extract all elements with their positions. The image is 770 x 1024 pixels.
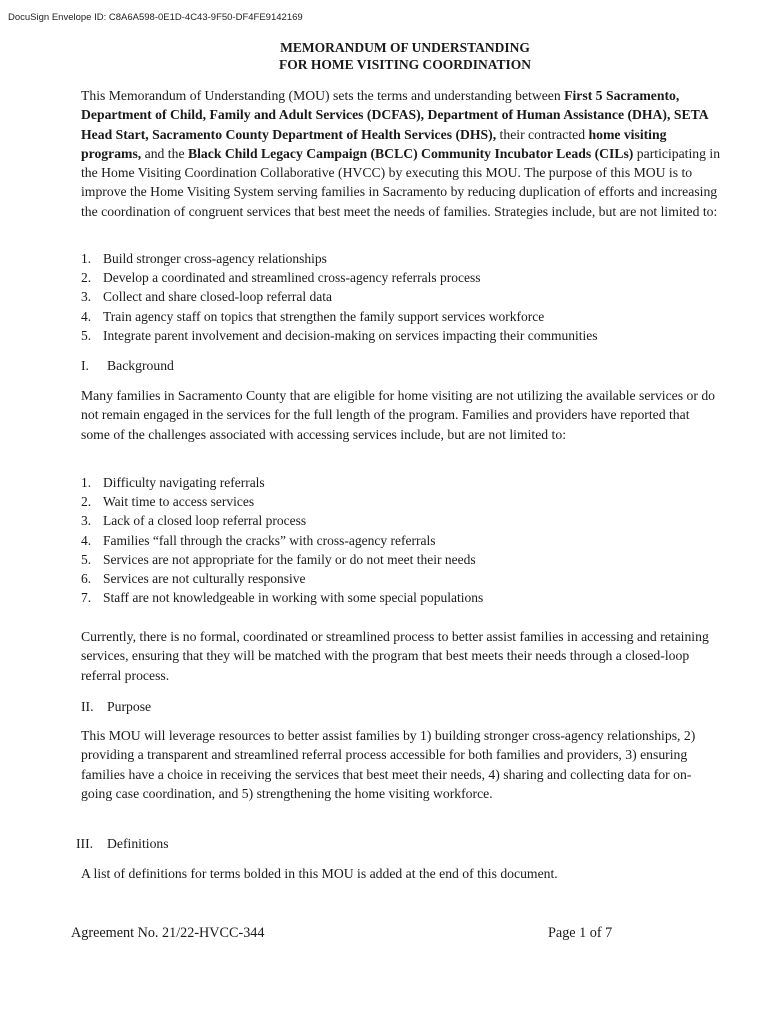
list-item: 4. Train agency staff on topics that strengthen the family support services workforce: [81, 308, 545, 324]
list-item: 2. Wait time to access services: [81, 494, 255, 510]
list-item: 7. Staff are not knowledgeable in working with some special populations: [81, 590, 484, 606]
intro-text-4: participating in the Home Visiting Coordination Collaborative (HVCC) by executing this MOU. The purpose of this MOU is to improve the Home Visiting System serving families in Sacramento by reducing duplication of efforts and increasing the coordination of congruent services that best meet the needs of families. Strategies include, but are not limited to:: [81, 145, 721, 219]
list-item: 5. Services are not appropriate for the family or do not meet their needs: [81, 551, 476, 567]
intro-home-visiting-programs: home visiting programs,: [81, 126, 667, 161]
section-heading-definitions: III. Definitions: [76, 836, 169, 851]
strategies-list: [81, 249, 721, 345]
definitions-paragraph: A list of definitions for terms bolded in this MOU is added at the end of this document.: [81, 866, 558, 881]
title-line-2: FOR HOME VISITING COORDINATION: [279, 57, 531, 72]
purpose-paragraph: This MOU will leverage resources to better assist families by 1) building stronger cross-agency relationships, 2) providing a transparent and streamlined referral process accessible for both families and providers, 3) ensuring families have a choice in receiving the services that best meet their needs, 4) sharing and collecting data for on-going case coordination, and 5) strengthening the home visiting workforce.: [81, 728, 696, 801]
intro-paragraph: [81, 86, 721, 221]
list-item: 1. Difficulty navigating referrals: [81, 475, 265, 490]
intro-bclc: Black Child Legacy Campaign (BCLC) Community Incubator Leads (CILs): [187, 145, 634, 161]
title-line-1: MEMORANDUM OF UNDERSTANDING: [280, 40, 530, 55]
challenges-list: [81, 473, 721, 607]
docusign-envelope-id: DocuSign Envelope ID: C8A6A598-0E1D-4C43-9F50-DF4FE9142169: [8, 12, 303, 23]
intro-text-3: and the: [141, 145, 188, 161]
list-item: 3. Lack of a closed loop referral process: [81, 513, 307, 529]
list-item: 1. Build stronger cross-agency relationships: [81, 251, 327, 266]
list-item: 4. Families “fall through the cracks” with cross-agency referrals: [81, 532, 436, 548]
page-number: Page 1 of 7: [548, 925, 613, 941]
section-heading-purpose: II. Purpose: [81, 699, 152, 714]
intro-text-2: their contracted: [496, 126, 589, 142]
list-item: 2. Develop a coordinated and streamlined cross-agency referrals process: [81, 270, 481, 286]
currently-paragraph: Currently, there is no formal, coordinated or streamlined process to better assist families in accessing and retaining services, ensuring that they will be matched with the program that best meets their needs through a closed-loop referral process.: [81, 629, 709, 683]
section-heading-background: I. Background: [81, 358, 174, 373]
list-item: 3. Collect and share closed-loop referral data: [81, 289, 333, 305]
list-item: 6. Services are not culturally responsive: [81, 571, 306, 587]
intro-text-1: This Memorandum of Understanding (MOU) sets the terms and understanding between: [81, 88, 565, 103]
list-item: 5. Integrate parent involvement and decision-making on services impacting their communities: [81, 327, 598, 343]
intro-parties: First 5 Sacramento, Department of Child, Family and Adult Services (DCFAS), Department of Human Assistance (DHA), SETA Head Start, Sacramento County Department of Health Services (DHS),: [81, 88, 708, 142]
document-title: [0, 39, 770, 73]
background-paragraph: Many families in Sacramento County that are eligible for home visiting are not utilizing the available services or do not remain engaged in the services for the full length of the program. Families and providers have reported that some of the challenges associated with accessing services include, but are not limited to:: [81, 388, 716, 442]
agreement-number: Agreement No. 21/22-HVCC-344: [71, 925, 265, 941]
